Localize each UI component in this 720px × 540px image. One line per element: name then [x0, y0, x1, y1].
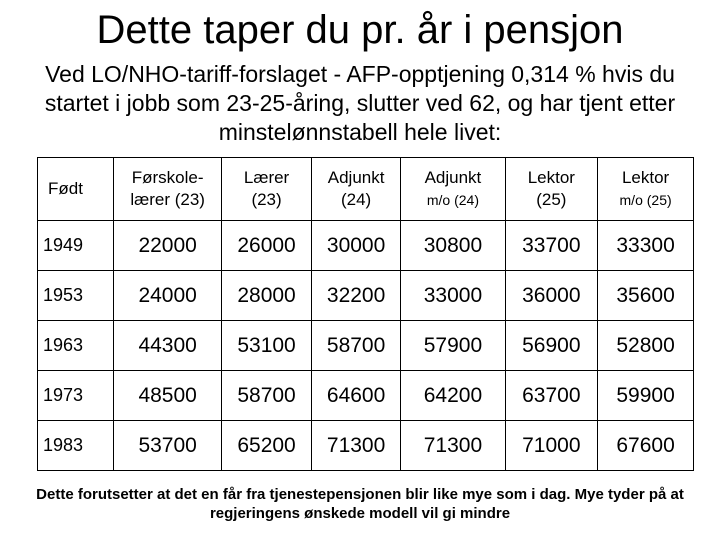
- header-line-2: m/o (24): [426, 192, 479, 208]
- header-line-1: Adjunkt: [424, 168, 482, 187]
- value-cell: 71000: [505, 421, 598, 471]
- value-cell: 58700: [311, 321, 401, 371]
- table-row: [38, 271, 694, 321]
- header-line-2: lærer (23): [130, 190, 205, 209]
- value-cell: 71300: [401, 421, 505, 471]
- birth-year-cell: 1949: [38, 221, 114, 271]
- value-cell: 26000: [222, 221, 312, 271]
- value-cell: 44300: [114, 321, 222, 371]
- value-cell: 33300: [598, 221, 694, 271]
- value-cell: 36000: [505, 271, 598, 321]
- footnote: Dette forutsetter at det en får fra tjenestepensjonen blir like mye som i dag. Mye tyder på at regjeringens ønskede modell vil gi mindre: [36, 486, 684, 522]
- column-header: [598, 158, 694, 221]
- header-line-2: (23): [251, 190, 282, 209]
- value-cell: 22000: [114, 221, 222, 271]
- column-header: [311, 158, 401, 221]
- value-cell: 30000: [311, 221, 401, 271]
- value-cell: 58700: [222, 371, 312, 421]
- column-header: [222, 158, 312, 221]
- birth-year-cell: 1963: [38, 321, 114, 371]
- table-row: [38, 321, 694, 371]
- value-cell: 59900: [598, 371, 694, 421]
- value-cell: 24000: [114, 271, 222, 321]
- value-cell: 52800: [598, 321, 694, 371]
- value-cell: 65200: [222, 421, 312, 471]
- value-cell: 32200: [311, 271, 401, 321]
- value-cell: 33000: [401, 271, 505, 321]
- header-line-2: m/o (25): [619, 192, 672, 208]
- value-cell: 57900: [401, 321, 505, 371]
- subtitle: Ved LO/NHO-tariff-forslaget - AFP-opptjening 0,314 % hvis du startet i jobb som 23-25-åring, slutter ved 62, og har tjent etter minstelønnstabell hele livet:: [44, 61, 676, 145]
- birth-year-cell: 1953: [38, 271, 114, 321]
- table-row: [38, 371, 694, 421]
- table-row: [38, 221, 694, 271]
- column-header: [505, 158, 598, 221]
- value-cell: 53100: [222, 321, 312, 371]
- page-title: Dette taper du pr. år i pensjon: [96, 8, 624, 52]
- table-header-row: [38, 158, 694, 221]
- value-cell: 35600: [598, 271, 694, 321]
- column-header: [401, 158, 505, 221]
- value-cell: 71300: [311, 421, 401, 471]
- value-cell: 64600: [311, 371, 401, 421]
- value-cell: 67600: [598, 421, 694, 471]
- value-cell: 53700: [114, 421, 222, 471]
- column-header: [114, 158, 222, 221]
- value-cell: 33700: [505, 221, 598, 271]
- birth-year-cell: 1983: [38, 421, 114, 471]
- value-cell: 64200: [401, 371, 505, 421]
- header-line-2: (25): [536, 190, 567, 209]
- header-line-1: Lektor: [527, 168, 575, 187]
- header-line-1: Lektor: [621, 168, 670, 187]
- header-line-1: Født: [48, 179, 83, 198]
- column-header: [38, 158, 114, 221]
- header-line-1: Adjunkt: [327, 168, 385, 187]
- value-cell: 63700: [505, 371, 598, 421]
- birth-year-cell: 1973: [38, 371, 114, 421]
- value-cell: 30800: [401, 221, 505, 271]
- header-line-1: Førskole-: [131, 168, 204, 187]
- value-cell: 28000: [222, 271, 312, 321]
- header-line-2: (24): [340, 190, 372, 209]
- header-line-1: Lærer: [243, 168, 290, 187]
- pension-loss-table: [37, 157, 694, 471]
- table-row: [38, 421, 694, 471]
- value-cell: 56900: [505, 321, 598, 371]
- value-cell: 48500: [114, 371, 222, 421]
